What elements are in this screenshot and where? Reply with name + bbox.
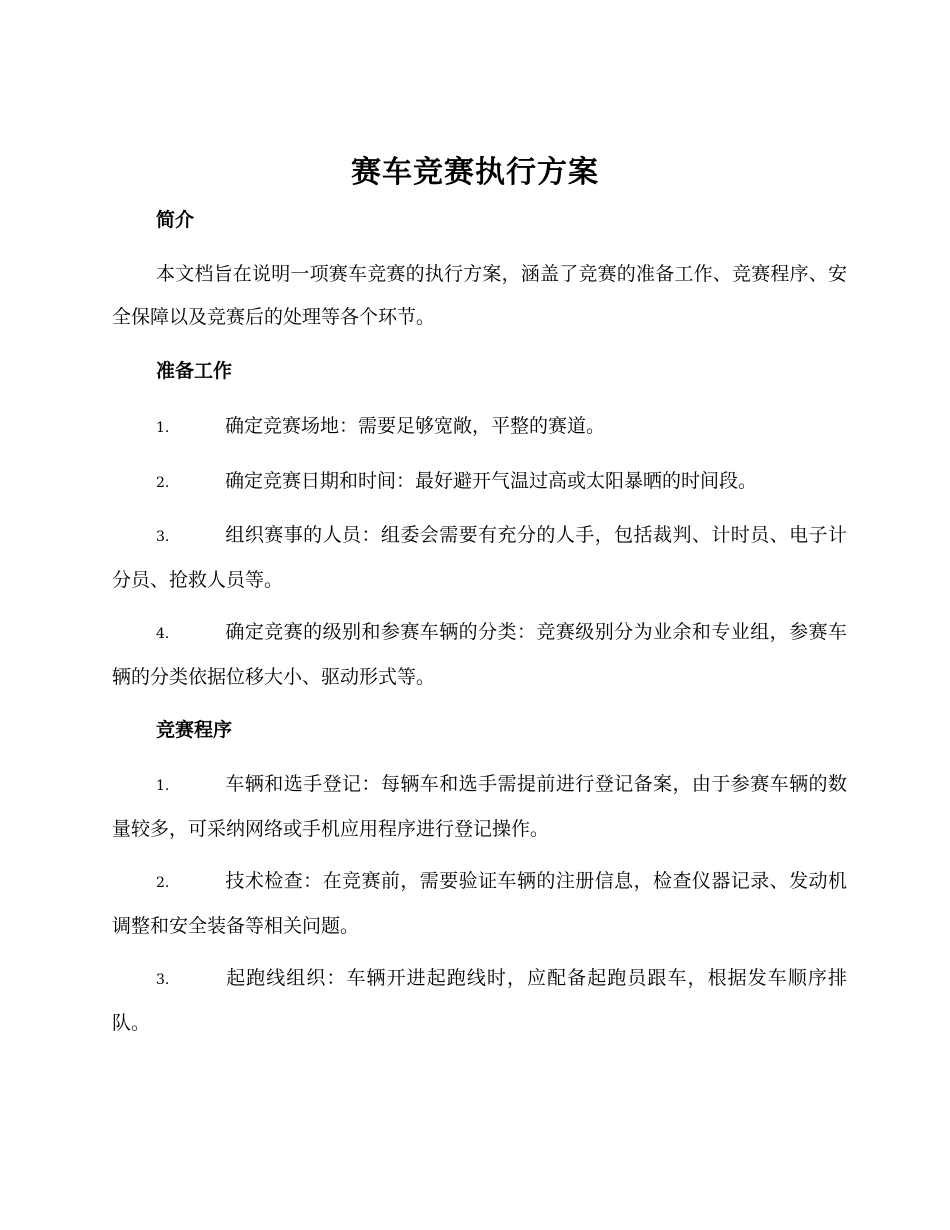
list-number: 2.: [156, 475, 170, 491]
section-heading-procedure: 竞赛程序: [156, 719, 233, 741]
list-item: [112, 405, 847, 450]
section-heading-preparation: 准备工作: [156, 360, 233, 382]
list-item: [112, 460, 847, 505]
list-number: 3.: [156, 529, 170, 545]
intro-paragraph: 本文档旨在说明一项赛车竞赛的执行方案，涵盖了竞赛的准备工作、竞赛程序、安全保障以及竞赛后的处理等各个环节。: [112, 263, 847, 328]
list-text: 起跑线组织：车辆开进起跑线时，应配备起跑员跟车，根据发车顺序排队。: [112, 967, 847, 1034]
list-number: 1.: [156, 778, 170, 794]
list-number: 2.: [156, 875, 170, 891]
list-number: 1.: [156, 420, 170, 436]
document-title: 赛车竞赛执行方案: [351, 155, 599, 190]
list-text: 组织赛事的人员：组委会需要有充分的人手，包括裁判、计时员、电子计分员、抢救人员等。: [112, 524, 847, 591]
list-item: [112, 514, 847, 602]
list-item: [112, 957, 847, 1045]
list-item: [112, 860, 847, 948]
list-number: 3.: [156, 972, 170, 988]
list-text: 确定竞赛场地：需要足够宽敞，平整的赛道。: [225, 415, 606, 437]
list-text: 确定竞赛的级别和参赛车辆的分类：竞赛级别分为业余和专业组，参赛车辆的分类依据位移大小、驱动形式等。: [112, 621, 847, 688]
list-number: 4.: [156, 626, 170, 642]
list-text: 技术检查：在竞赛前，需要验证车辆的注册信息，检查仪器记录、发动机调整和安全装备等相关问题。: [112, 870, 847, 937]
section-heading-intro: 简介: [156, 209, 195, 231]
list-item: [112, 763, 847, 851]
list-text: 车辆和选手登记：每辆车和选手需提前进行登记备案，由于参赛车辆的数量较多，可采纳网络或手机应用程序进行登记操作。: [112, 773, 847, 840]
list-item: [112, 611, 847, 699]
list-text: 确定竞赛日期和时间：最好避开气温过高或太阳暴晒的时间段。: [225, 470, 758, 492]
